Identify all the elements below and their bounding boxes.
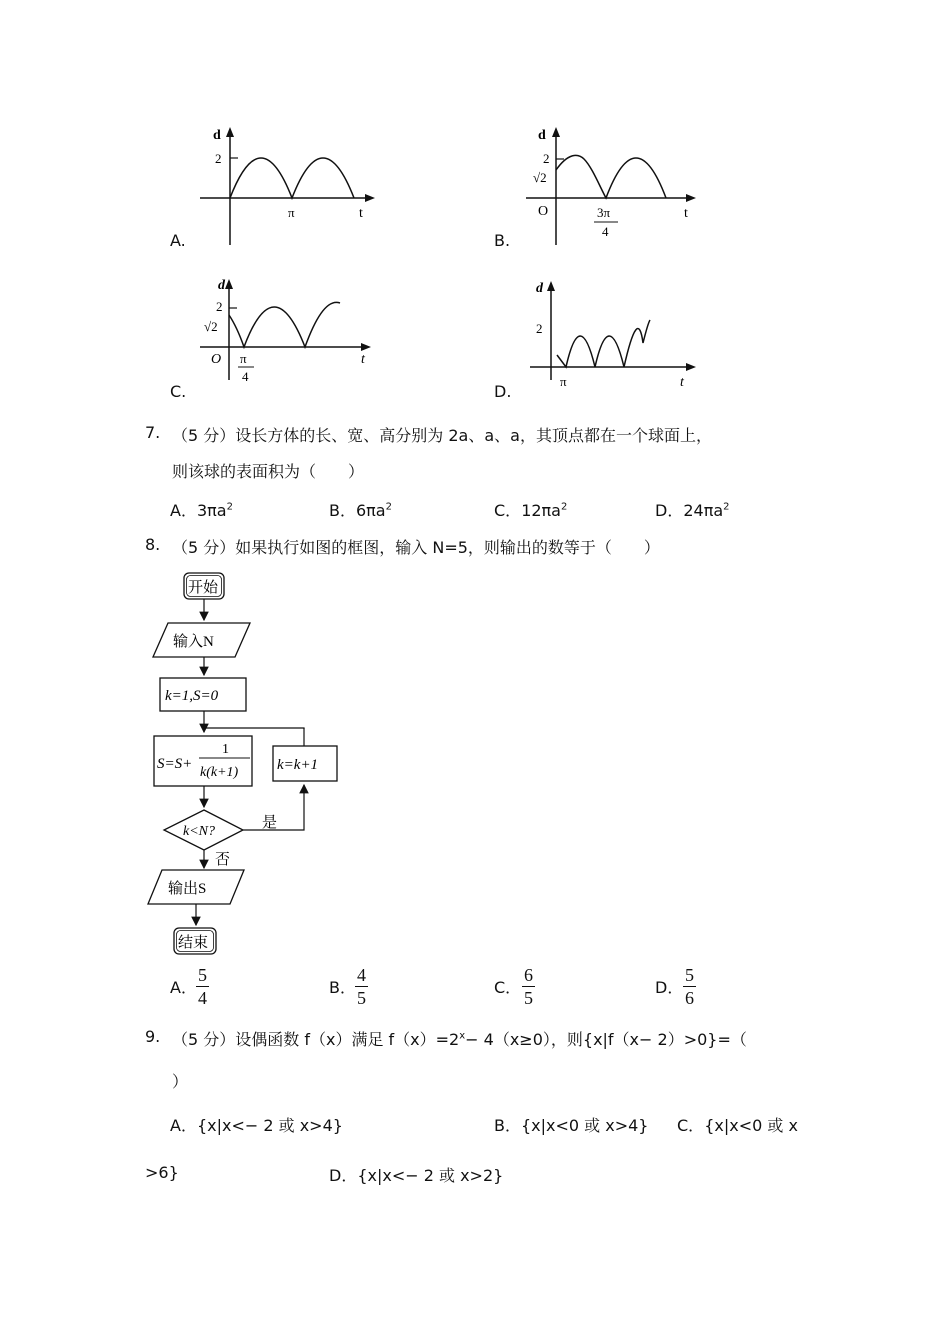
q9-option-c: C．{x|x<0 或 x <box>677 1116 798 1135</box>
flow-update-prefix: S=S+ <box>157 756 193 772</box>
x-axis-label: t <box>680 375 684 390</box>
q9-text: （5 分）设偶函数 f（x）满足 $f(x)=2^x- 4(x\ge 0)$，则{x|f（x− 2）>0}=（ <box>172 1030 747 1049</box>
tick-2: 2 <box>536 321 543 336</box>
q7-option-d: D．$24\pi a^2$ <box>655 501 730 520</box>
y-axis-label: d <box>538 128 546 143</box>
option-letter-c: C. <box>170 382 187 401</box>
flow-increment-label: k=k+1 <box>277 757 319 773</box>
q9-option-a: A．{x|x<− 2 或 x>4} <box>170 1116 343 1135</box>
q7-line2: 则该球的表面积为（ ） <box>172 462 365 481</box>
q8-option-d-letter: D． <box>655 978 684 997</box>
q8-option-c-frac: $\frac{6}{5}$ <box>524 965 533 1008</box>
tick-2: 2 <box>216 299 223 314</box>
x-axis-label: t <box>361 352 365 367</box>
tick-2: 2 <box>215 151 222 166</box>
q7-option-a: A．$3\pi a^2$ <box>170 501 233 520</box>
q9-line2: ） <box>172 1072 189 1091</box>
flowchart <box>140 565 360 960</box>
flow-update-num: 1 <box>222 742 229 757</box>
option-letter-a: A. <box>170 231 186 250</box>
flow-update-den: k(k+1) <box>200 765 239 780</box>
option-letter-b: B. <box>494 231 511 250</box>
y-axis-label: d <box>536 281 543 296</box>
flow-init-label: k=1,S=0 <box>165 688 219 704</box>
q9-option-b: B．{x|x<0 或 x>4} <box>494 1116 649 1135</box>
q7-line1: （5 分）设长方体的长、宽、高分别为 2a、a、a，其顶点都在一个球面上， <box>172 426 712 445</box>
q8-option-c-letter: C． <box>494 978 522 997</box>
q8-option-b-frac: $\frac{4}{5}$ <box>357 965 366 1008</box>
tick-pi: π <box>288 205 295 220</box>
option-letter-d: D. <box>494 382 512 401</box>
q8-option-b-letter: B． <box>329 978 356 997</box>
flow-condition-label: k<N? <box>183 824 215 839</box>
tick-pi-den: 4 <box>242 369 249 384</box>
q7-option-b: B．$6\pi a^2$ <box>329 501 392 520</box>
tick-sqrt2: √2 <box>204 319 218 334</box>
q8-option-a-frac: $\frac{5}{4}$ <box>198 965 207 1008</box>
origin-label: O <box>538 204 549 219</box>
q9-number: 9. <box>145 1027 161 1046</box>
tick-pi-num: π <box>240 351 247 366</box>
flow-yes-label: 是 <box>262 815 278 831</box>
flow-input-label: 输入N <box>173 634 214 650</box>
tick-pi: π <box>560 374 567 389</box>
flow-no-label: 否 <box>215 852 231 868</box>
y-axis-label: d <box>218 278 225 293</box>
tick-2: 2 <box>543 151 550 166</box>
flow-start-label: 开始 <box>188 580 219 596</box>
q7-number: 7. <box>145 423 161 442</box>
q8-option-d-frac: $\frac{5}{6}$ <box>685 965 694 1008</box>
q8-number: 8. <box>145 535 161 554</box>
origin-label: O <box>211 352 222 367</box>
q9-option-c-continued: >6} <box>145 1163 179 1182</box>
graph-option-c <box>195 275 385 390</box>
y-axis-label: d <box>213 128 221 143</box>
q9-option-d: D．{x|x<− 2 或 x>2} <box>329 1166 504 1185</box>
q8-option-a-letter: A． <box>170 978 197 997</box>
q7-option-c: C．$12\pi a^2$ <box>494 501 568 520</box>
x-axis-label: t <box>684 206 688 221</box>
flow-end-label: 结束 <box>178 935 209 951</box>
graph-option-b <box>520 125 710 250</box>
graph-option-a <box>195 125 385 250</box>
tick-sqrt2: √2 <box>533 170 547 185</box>
graph-option-d <box>520 275 710 390</box>
x-axis-label: t <box>359 206 363 221</box>
tick-3pi-den: 4 <box>602 224 609 239</box>
tick-3pi-num: 3π <box>597 205 611 220</box>
q8-text: （5 分）如果执行如图的框图，输入 N=5，则输出的数等于（ ） <box>172 538 660 557</box>
flow-output-label: 输出S <box>168 881 207 897</box>
